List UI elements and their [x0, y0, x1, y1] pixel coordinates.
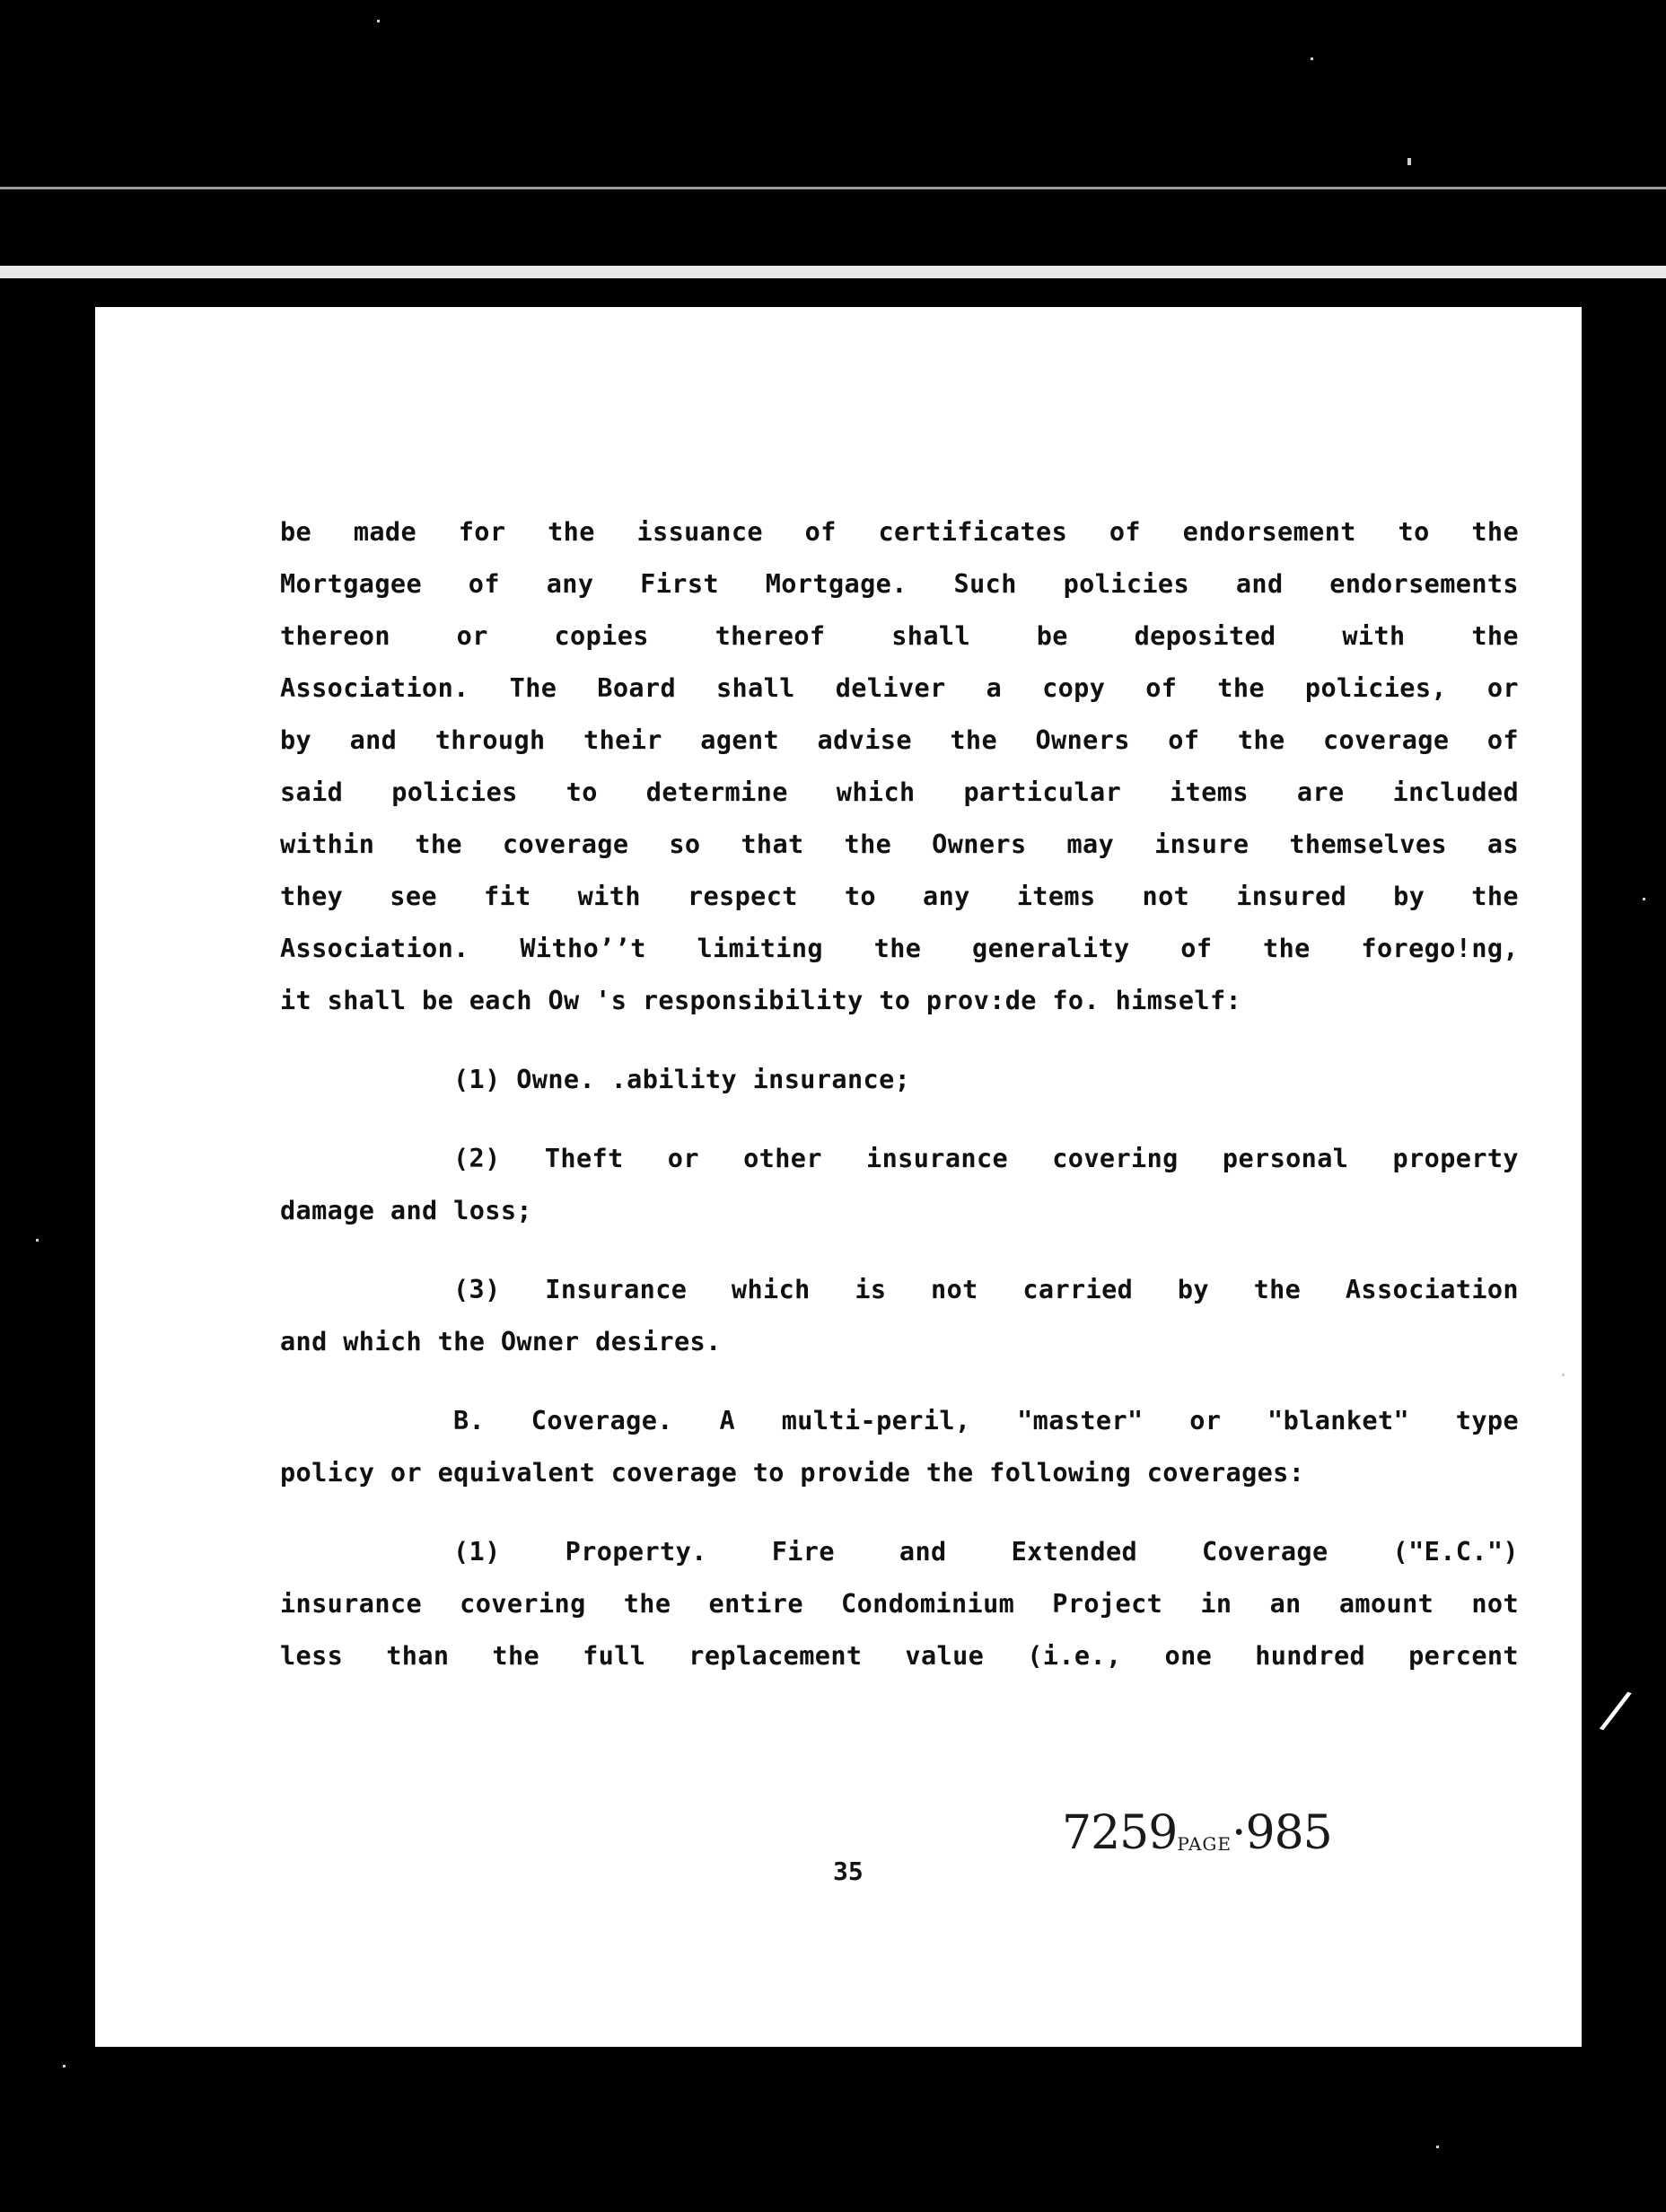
text-line: said policies to determine which particular items are included — [280, 777, 1519, 807]
list-item-owner-liability — [280, 1054, 1519, 1106]
scan-speck — [1311, 57, 1313, 60]
text-line: Association. Withoʼʼt limiting the generality of the forego!ng, — [280, 934, 1519, 963]
text-line: (3) Insurance which is not carried by the Association — [453, 1275, 1519, 1304]
text-line: Mortgagee of any First Mortgage. Such policies and endorsements — [280, 569, 1519, 599]
list-item-property-coverage — [280, 1526, 1519, 1682]
text-line: (1) Owne. .ability insurance; — [453, 1065, 911, 1094]
stamp-label: PAGE — [1177, 1833, 1232, 1855]
text-line: (1) Property. Fire and Extended Coverage ("E.C.") — [453, 1537, 1519, 1567]
text-line: it shall be each Ow 's responsibility to prov:de fo. himself: — [280, 986, 1242, 1015]
scan-speck — [1407, 158, 1411, 165]
book-page-stamp — [1062, 1806, 1332, 1860]
page-number: 35 — [833, 1856, 864, 1886]
list-item-other-insurance — [280, 1264, 1519, 1368]
scan-speck — [1562, 1374, 1565, 1376]
scan-speck — [1436, 2146, 1439, 2148]
document-body — [280, 506, 1519, 1682]
text-line: (2) Theft or other insurance covering personal property — [453, 1144, 1519, 1173]
scan-speck — [36, 1239, 39, 1242]
text-line: and which the Owner desires. — [280, 1327, 722, 1356]
scan-speck — [377, 20, 380, 22]
scan-top-rule — [0, 187, 1666, 189]
text-line: Association. The Board shall deliver a copy of the policies, or — [280, 673, 1519, 703]
stamp-page-number: 985 — [1245, 1806, 1332, 1860]
text-line: be made for the issuance of certificates of endorsement to the — [280, 517, 1519, 547]
text-line: insurance covering the entire Condominium Project in an amount not — [280, 1589, 1519, 1619]
text-line: by and through their agent advise the Owners of the coverage of — [280, 725, 1519, 755]
text-line: thereon or copies thereof shall be deposited with the — [280, 621, 1519, 651]
stamp-book-number: 7259 — [1062, 1806, 1178, 1860]
text-line: less than the full replacement value (i.e., one hundred percent — [280, 1641, 1519, 1671]
text-line: B. Coverage. A multi-peril, "master" or "blanket" type — [453, 1406, 1519, 1435]
margin-scribble-mark: ( — [126, 1351, 140, 1392]
scan-top-band — [0, 266, 1666, 278]
scan-speck — [63, 2065, 66, 2067]
text-line: they see fit with respect to any items not insured by the — [280, 882, 1519, 911]
text-line: within the coverage so that the Owners may insure themselves as — [280, 830, 1519, 859]
stamp-separator: · — [1231, 1806, 1246, 1860]
paragraph-continuation — [280, 506, 1519, 1027]
margin-stroke-mark: / — [1596, 1677, 1635, 1743]
text-line: policy or equivalent coverage to provide the following coverages: — [280, 1458, 1305, 1488]
section-b-coverage — [280, 1395, 1519, 1499]
text-line: damage and loss; — [280, 1196, 532, 1225]
scan-speck — [1643, 898, 1645, 900]
list-item-theft-insurance — [280, 1133, 1519, 1237]
document-page — [95, 307, 1582, 2047]
margin-bracket-mark: ( — [144, 914, 163, 972]
